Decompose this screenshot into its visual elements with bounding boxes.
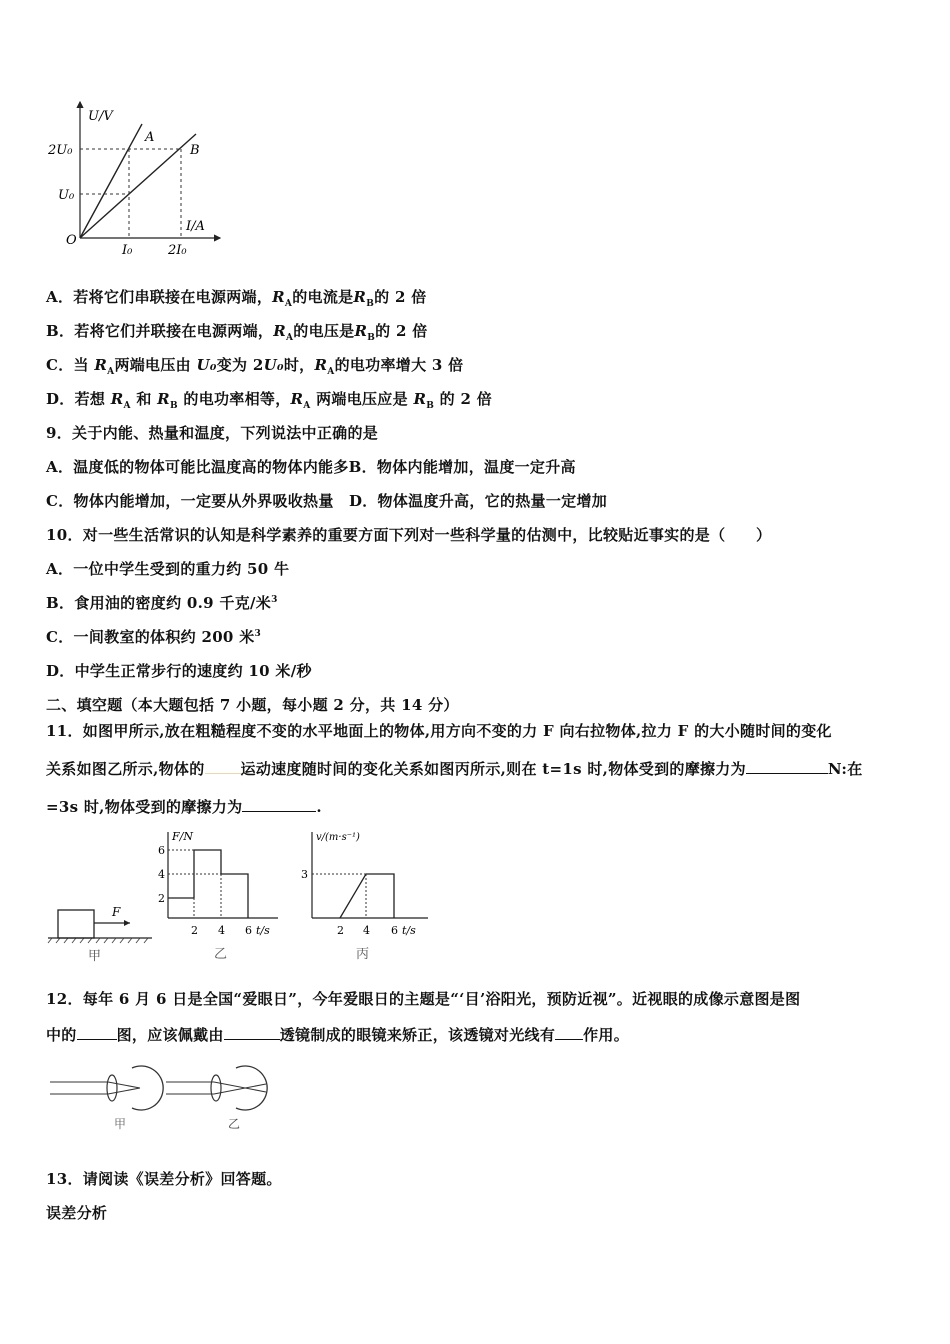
lens-a (107, 1075, 117, 1101)
t2-tick-6: 6 (391, 924, 398, 937)
eyeball-b (236, 1066, 267, 1110)
ray-b4 (214, 1084, 266, 1094)
ui-graph (44, 98, 234, 258)
x-tick-2i0: 2I₀ (168, 243, 187, 258)
line-b (80, 134, 196, 238)
block (58, 910, 94, 938)
q12-line1: 12．每年 6 月 6 日是全国“爱眼日”，今年爱眼日的主题是“‘目’浴阳光，预防近视”。近视眼的成像示意图是图 (46, 990, 801, 1008)
ray-b3 (214, 1082, 266, 1092)
eye-diagrams (44, 1056, 274, 1136)
line-a (80, 124, 142, 238)
eye-a-label: 甲 (114, 1117, 127, 1131)
q10-stem: 10．对一些生活常识的认知是科学素养的重要方面下列对一些科学量的估测中，比较贴近事实的是（ ） (46, 526, 772, 544)
q11-figures (44, 826, 444, 968)
q10-option-a: A．一位中学生受到的重力约 50 牛 (46, 560, 290, 578)
t-axis-label-2: t/s (402, 924, 416, 937)
q8-option-a: A．若将它们串联接在电源两端，$R_A$的电流是$R_B$的 2 倍 (46, 288, 427, 309)
x-tick-i0: I₀ (122, 243, 133, 258)
origin-label: O (66, 233, 77, 248)
q10-option-c: C．一间教室的体积约 200 米$^3$ (46, 628, 262, 646)
t-axis-label-1: t/s (256, 924, 270, 937)
f-curve (168, 850, 248, 918)
v-axis-label: v/(m·s⁻¹) (316, 832, 360, 843)
ray-a3 (108, 1082, 140, 1088)
q12-blank-3[interactable] (555, 1025, 583, 1040)
y-tick-2u0: 2U₀ (48, 143, 73, 158)
eye-b-label: 乙 (228, 1117, 241, 1131)
yi-label: 乙 (214, 947, 228, 962)
f-tick-4: 4 (158, 868, 165, 881)
q11-line1: 11．如图甲所示,放在粗糙程度不变的水平地面上的物体,用方向不变的力 F 向右拉物体,拉力 F 的大小随时间的变化 (46, 722, 832, 740)
q10-option-b: B．食用油的密度约 0.9 千克/米$^3$ (46, 594, 278, 612)
q10-option-d: D．中学生正常步行的速度约 10 米/秒 (46, 662, 312, 680)
q11-blank-2[interactable] (242, 797, 316, 812)
t-tick-4: 4 (218, 924, 225, 937)
ray-a4 (108, 1088, 140, 1094)
q9-options-cd: C．物体内能增加，一定要从外界吸收热量 D．物体温度升高，它的热量一定增加 (46, 492, 608, 510)
q8-option-c: C．当 $R_A$两端电压由 U₀变为 2U₀时，$R_A$的电功率增大 3 倍 (46, 356, 464, 377)
q8-option-b: B．若将它们并联接在电源两端，$R_A$的电压是$R_B$的 2 倍 (46, 322, 428, 343)
t2-tick-2: 2 (337, 924, 344, 937)
v-tick-3: 3 (301, 868, 308, 881)
q9-options-ab: A．温度低的物体可能比温度高的物体内能多B．物体内能增加，温度一定升高 (46, 458, 576, 476)
q11-line2: 关系如图乙所示,物体的 运动速度随时间的变化关系如图丙所示,则在 t=1s 时,物体受到的摩擦力为 N:在 (46, 760, 863, 778)
eyeball-a (132, 1066, 163, 1110)
t2-tick-4: 4 (363, 924, 370, 937)
q11-faint-blank (205, 759, 241, 774)
force-label: F (112, 905, 121, 919)
line-b-label: B (190, 143, 200, 158)
q11-blank-1[interactable] (746, 759, 828, 774)
q9-stem: 9．关于内能、热量和温度，下列说法中正确的是 (46, 424, 379, 442)
f-axis-label: F/N (172, 830, 193, 843)
x-axis-label: I/A (186, 219, 205, 234)
bing-label: 丙 (356, 947, 370, 962)
lens-b (211, 1075, 221, 1101)
t-tick-6: 6 (245, 924, 252, 937)
jia-label: 甲 (88, 949, 102, 964)
y-tick-u0: U₀ (58, 188, 75, 203)
line-a-label: A (145, 130, 155, 145)
section-title: 二、填空题（本大题包括 7 小题，每小题 2 分，共 14 分） (46, 696, 459, 714)
f-tick-6: 6 (158, 844, 165, 857)
q12-blank-1[interactable] (77, 1025, 117, 1040)
q8-option-d: D．若想 $R_A$ 和 $R_B$ 的电功率相等，$R_A$ 两端电压应是 $R_B$ 的 2 倍 (46, 390, 493, 411)
q13-stem: 13．请阅读《误差分析》回答题。 (46, 1170, 282, 1188)
v-curve (340, 874, 394, 918)
q12-line2: 中的 图，应该佩戴由 透镜制成的眼镜来矫正，该透镜对光线有 作用。 (46, 1026, 630, 1044)
ground-hatch (48, 938, 148, 943)
q13-heading: 误差分析 (46, 1204, 108, 1222)
f-tick-2: 2 (158, 892, 165, 905)
y-axis-label: U/V (88, 109, 113, 124)
t-tick-2: 2 (191, 924, 198, 937)
q12-blank-2[interactable] (224, 1025, 280, 1040)
q11-line3: =3s 时,物体受到的摩擦力为 . (46, 798, 322, 816)
force-arrowhead (124, 920, 130, 926)
